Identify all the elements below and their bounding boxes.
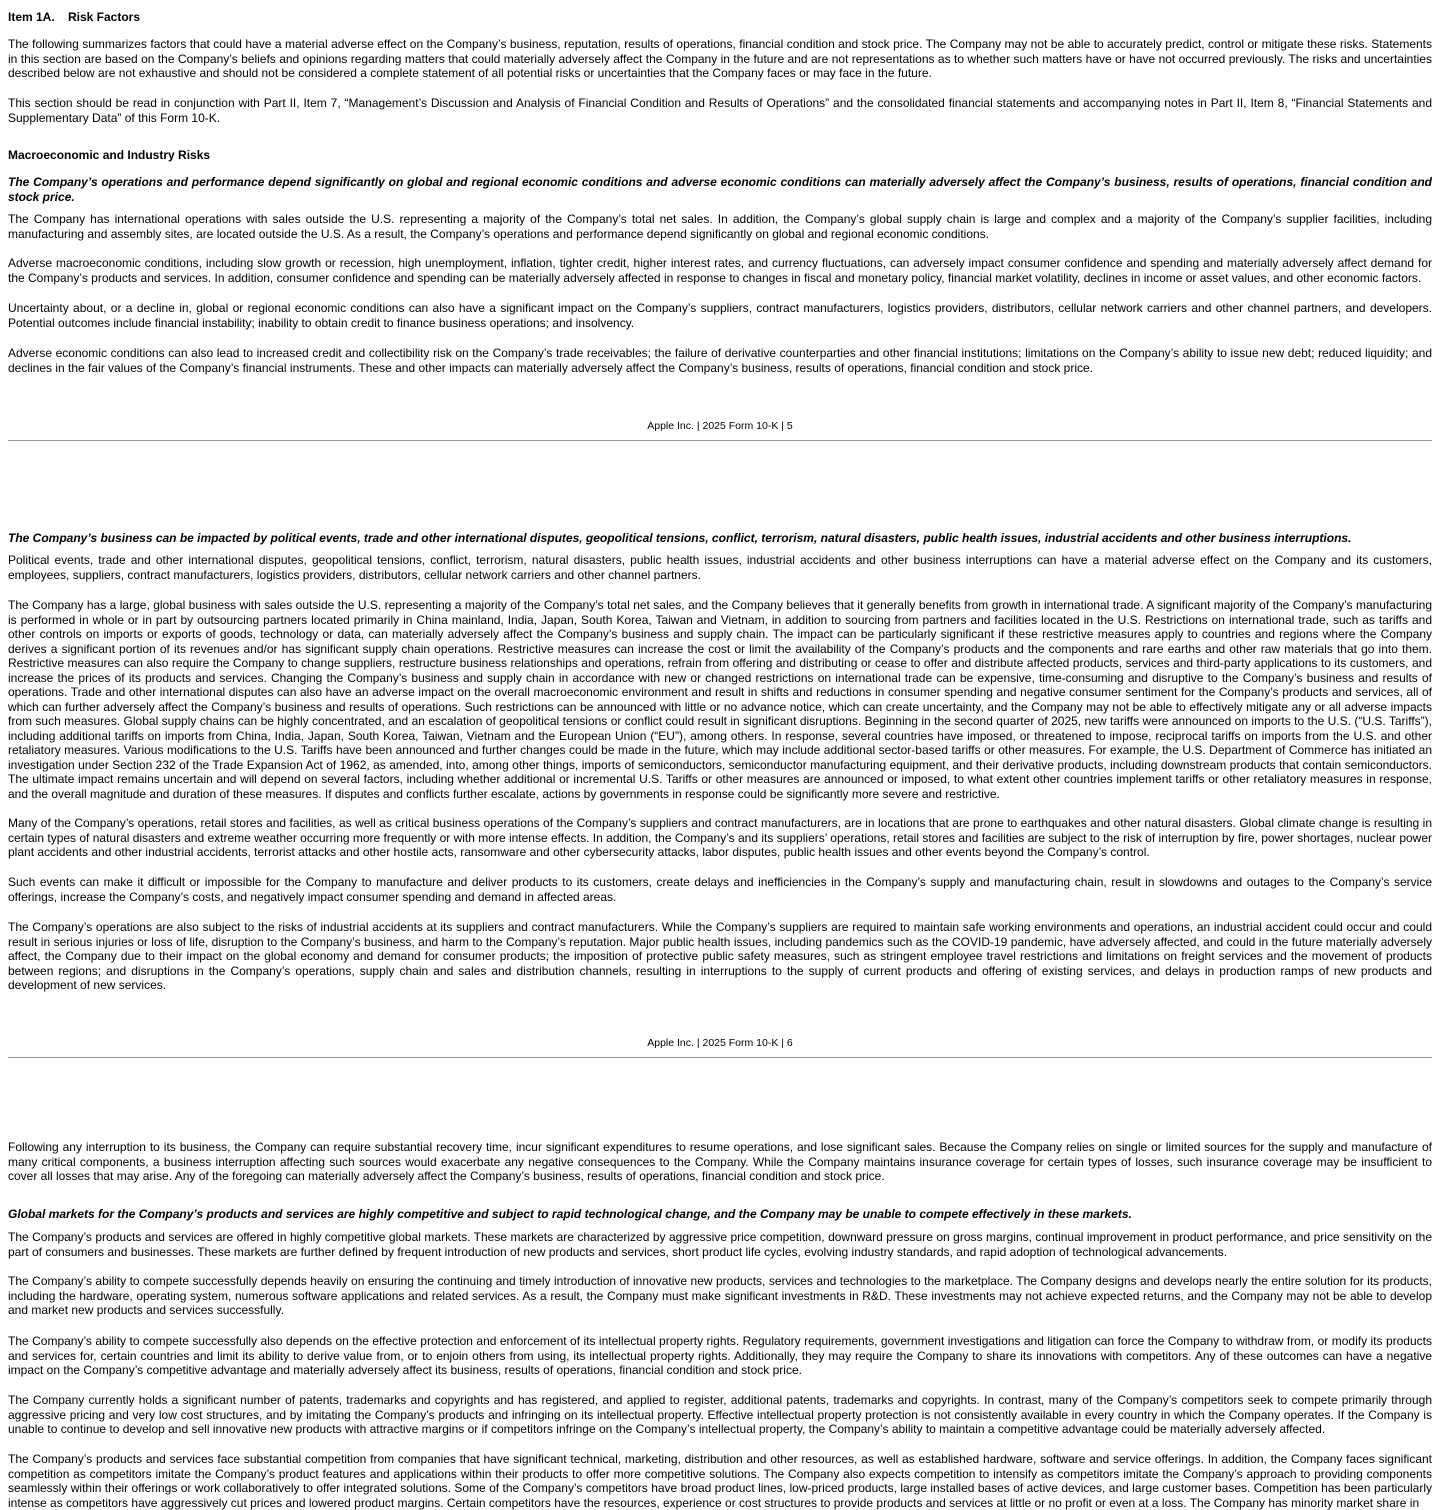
body-paragraph: The Company currently holds a significant number of patents, trademarks and copyrights and has registered, and applied to register, additional patents, trademarks and copyrights. In contrast, many of the Company’s competitors seek to compete primarily through aggressive pricing and very low cost structures, and by imitating the Company’s products and infringing on its intellectual property. Effective intellectual property protection is not consistently available in every country in which the Company operates. If the Company is unable to continue to develop and sell innovative new products with attractive margins or if competitors infringe on the Company’s intellectual property, the Company’s ability to maintain a competitive advantage could be materially adversely affected. bbox=[8, 1393, 1432, 1436]
body-paragraph: Adverse economic conditions can also lead to increased credit and collectibility risk on the Company’s trade receivables; the failure of derivative counterparties and other financial institutions; limitations on the Company’s ability to issue new debt; reduced liquidity; and declines in the fair values of the Company’s financial instruments. These and other impacts can materially adversely affect the Company’s business, results of operations, financial condition and stock price. bbox=[8, 346, 1432, 375]
body-paragraph: The Company’s operations are also subject to the risks of industrial accidents at its suppliers and contract manufacturers. While the Company’s suppliers are required to maintain safe working environments and operations, an industrial accident could occur and could result in serious injuries or loss of life, disruption to the Company’s business, and harm to the Company’s reputation. Major public health issues, including pandemics such as the COVID-19 pandemic, have adversely affected, and could in the future materially adversely affect, the Company due to their impact on the global economy and demand for consumer products; the imposition of protective public safety measures, such as stringent employee travel restrictions and limitations on freight services and the movement of products between regions; and disruptions in the Company’s operations, supply chain and sales and distribution channels, resulting in interruptions to the supply of current products and offering of existing services, and delays in production ramps of new products and development of new services. bbox=[8, 920, 1432, 992]
body-paragraph: The Company has a large, global business with sales outside the U.S. representing a majority of the Company’s total net sales, and the Company believes that it generally benefits from growth in international trade. A significant majority of the Company’s manufacturing is performed in whole or in part by outsourcing partners located primarily in China mainland, India, Japan, South Korea, Taiwan and Vietnam, in addition to sourcing from partners and facilities located in the U.S. Restrictions on international trade, such as tariffs and other controls on imports or exports of goods, technology or data, can materially adversely affect the Company’s business and supply chain. The impact can be particularly significant if these restrictive measures apply to countries and regions where the Company derives a significant portion of its revenues and/or has significant supply chain operations. Restrictive measures can increase the cost or limit the availability of the Company’s products and the components and rare earths and other raw materials that go into them. Restrictive measures can also require the Company to change suppliers, restructure business relationships and operations, refrain from offering and distributing or cease to offer and distribute affected products, services and third-party applications to its customers, and increase the prices of its products and services. Changing the Company’s business and supply chain in accordance with new or changed restrictions on international trade can be expensive, time-consuming and disruptive to the Company’s business and results of operations. Trade and other international disputes can also have an adverse impact on the overall macroeconomic environment and result in shifts and reductions in consumer spending and negative consumer sentiment for the Company’s products and services, all of which can further adversely affect the Company’s business and results of operations. Such restrictions can be announced with little or no advance notice, which can create uncertainty, and the Company may not be able to effectively mitigate any or all adverse impacts from such measures. Global supply chains can be highly concentrated, and an escalation of geopolitical tensions or conflict could result in significant disruptions. Beginning in the second quarter of 2025, new tariffs were announced on imports to the U.S. (“U.S. Tariffs”), including additional tariffs on imports from China, India, Japan, South Korea, Taiwan, Vietnam and the European Union (“EU”), among others. In response, several countries have imposed, or threatened to impose, reciprocal tariffs on imports from the U.S. and other retaliatory measures. Various modifications to the U.S. Tariffs have been announced and further changes could be made in the future, which may include additional sector-based tariffs or other measures. For example, the U.S. Department of Commerce has initiated an investigation under Section 232 of the Trade Expansion Act of 1962, as amended, into, among other things, imports of semiconductors, semiconductor manufacturing equipment, and their derivative products, including downstream products that contain semiconductors. The ultimate impact remains uncertain and will depend on several factors, including whether additional or incremental U.S. Tariffs or other measures are announced or imposed, to what extent other countries implement tariffs or other retaliatory measures in response, and the overall magnitude and duration of these measures. If disputes and conflicts further escalate, actions by governments in response could be significantly more severe and restrictive. bbox=[8, 598, 1432, 801]
body-paragraph: The Company’s ability to compete successfully also depends on the effective protection and enforcement of its intellectual property rights. Regulatory requirements, government investigations and litigation can force the Company to withdraw from, or modify its products and services for, certain countries and limit its ability to derive value from, or to enjoin others from using, its intellectual property rights. Additionally, they may require the Company to share its innovations with competitors. Any of these outcomes can have a negative impact on the Company’s competitive advantage and materially adversely affect its business, results of operations, financial condition and stock price. bbox=[8, 1334, 1432, 1377]
body-paragraph: Uncertainty about, or a decline in, global or regional economic conditions can also have a significant impact on the Company’s suppliers, contract manufacturers, logistics providers, distributors, cellular network carriers and other channel partners, and developers. Potential outcomes include financial instability; inability to obtain credit to finance business operations; and insolvency. bbox=[8, 301, 1432, 330]
body-paragraph: Political events, trade and other international disputes, geopolitical tensions, conflict, terrorism, natural disasters, public health issues, industrial accidents and other business interruptions can have a material adverse effect on the Company and its customers, employees, suppliers, contract manufacturers, logistics providers, distributors, cellular network carriers and other channel partners. bbox=[8, 553, 1432, 582]
page-divider bbox=[8, 1057, 1432, 1058]
body-paragraph: Adverse macroeconomic conditions, including slow growth or recession, high unemployment, inflation, tighter credit, higher interest rates, and currency fluctuations, can adversely impact consumer confidence and spending and materially adversely affect demand for the Company’s products and services. In addition, consumer confidence and spending can be materially adversely affected in response to changes in fiscal and monetary policy, financial market volatility, declines in income or asset values, and other economic factors. bbox=[8, 256, 1432, 285]
risk-factor-title: The Company’s business can be impacted by political events, trade and other international disputes, geopolitical tensions, conflict, terrorism, natural disasters, public health issues, industrial accidents and other business interruptions. bbox=[8, 531, 1352, 545]
body-paragraph: Following any interruption to its business, the Company can require substantial recovery time, incur significant expenditures to resume operations, and lose significant sales. Because the Company relies on single or limited sources for the supply and manufacture of many critical components, a business interruption affecting such sources would exacerbate any negative consequences to the Company. While the Company maintains insurance coverage for certain types of losses, such insurance coverage may be insufficient to cover all losses that may arise. Any of the foregoing can materially adversely affect the Company’s business, results of operations, financial condition and stock price. bbox=[8, 1140, 1432, 1183]
body-paragraph: The Company has international operations with sales outside the U.S. representing a majority of the Company’s total net sales. In addition, the Company’s global supply chain is large and complex and a majority of the Company’s supplier facilities, including manufacturing and assembly sites, are located outside the U.S. As a result, the Company’s operations and performance depend significantly on global and regional economic conditions. bbox=[8, 212, 1432, 241]
page-footer: Apple Inc. | 2025 Form 10-K | 5 bbox=[647, 420, 793, 432]
body-paragraph: The Company’s products and services are offered in highly competitive global markets. These markets are characterized by aggressive price competition, downward pressure on gross margins, continual improvement in product performance, and price sensitivity on the part of consumers and businesses. These markets are further defined by frequent introduction of new products and services, short product life cycles, evolving industry standards, and rapid adoption of technological advancements. bbox=[8, 1230, 1432, 1259]
body-paragraph: Many of the Company’s operations, retail stores and facilities, as well as critical business operations of the Company’s suppliers and contract manufacturers, are in locations that are prone to earthquakes and other natural disasters. Global climate change is resulting in certain types of natural disasters and extreme weather occurring more frequently or with more intense effects. In addition, the Company’s and its suppliers’ operations, retail stores and facilities are subject to the risk of interruption by fire, power shortages, nuclear power plant accidents and other industrial accidents, terrorist attacks and other hostile acts, ransomware and other cybersecurity attacks, labor disputes, public health issues and other events beyond the Company’s control. bbox=[8, 816, 1432, 859]
page-divider bbox=[8, 440, 1432, 441]
body-paragraph: Such events can make it difficult or impossible for the Company to manufacture and deliver products to its customers, create delays and inefficiencies in the Company’s supply and manufacturing chain, result in slowdowns and outages to the Company’s service offerings, increase the Company’s costs, and negatively impact consumer spending and demand in affected areas. bbox=[8, 875, 1432, 904]
body-paragraph: The Company’s ability to compete successfully depends heavily on ensuring the continuing and timely introduction of innovative new products, services and technologies to the marketplace. The Company designs and develops nearly the entire solution for its products, including the hardware, operating system, numerous software applications and related services. As a result, the Company must make significant investments in R&D. These investments may not achieve expected returns, and the Company may not be able to develop and market new products and services successfully. bbox=[8, 1274, 1432, 1317]
risk-factor-title: Global markets for the Company’s products and services are highly competitive and subject to rapid technological change, and the Company may be unable to compete effectively in these markets. bbox=[8, 1207, 1132, 1221]
body-paragraph: The Company’s products and services face substantial competition from companies that have significant technical, marketing, distribution and other resources, as well as established hardware, software and service offerings. In addition, the Company faces significant competition as competitors imitate the Company’s product features and applications within their products to offer more competitive solutions. The Company also expects competition to intensify as competitors imitate the Company’s approach to providing components seamlessly within their offerings or work collaboratively to offer integrated solutions. Some of the Company’s competitors have broad product lines, low-priced products, large installed bases of active devices, and large customer bases. Competition has been particularly intense as competitors have aggressively cut prices and lowered product margins. Certain competitors have the resources, experience or cost structures to provide products and services at little or no profit or even at a loss. The Company has minority market share in bbox=[8, 1452, 1432, 1510]
section-heading: Macroeconomic and Industry Risks bbox=[8, 148, 211, 162]
page-footer: Apple Inc. | 2025 Form 10-K | 6 bbox=[647, 1037, 793, 1049]
intro-paragraph-2: This section should be read in conjunction with Part II, Item 7, “Management’s Discussion and Analysis of Financial Condition and Results of Operations” and the consolidated financial statements and accompanying notes in Part II, Item 8, “Financial Statements and Supplementary Data” of this Form 10-K. bbox=[8, 96, 1432, 125]
item-heading bbox=[8, 10, 1432, 25]
intro-paragraph-1: The following summarizes factors that could have a material adverse effect on the Company’s business, reputation, results of operations, financial condition and stock price. The Company may not be able to accurately predict, control or mitigate these risks. Statements in this section are based on the Company’s beliefs and opinions regarding matters that could materially adversely affect the Company in the future and are not representations as to whether such matters have or have not occurred previously. The risks and uncertainties described below are not exhaustive and should not be considered a complete statement of all potential risks or uncertainties that the Company faces or may face in the future. bbox=[8, 37, 1432, 80]
item-number: Item 1A. bbox=[8, 10, 55, 24]
item-title: Risk Factors bbox=[68, 10, 141, 24]
risk-factor-title: The Company’s operations and performance depend significantly on global and regional economic conditions and adverse economic conditions can materially adversely affect the Company’s business, results of operations, financial condition and stock price. bbox=[8, 175, 1432, 204]
